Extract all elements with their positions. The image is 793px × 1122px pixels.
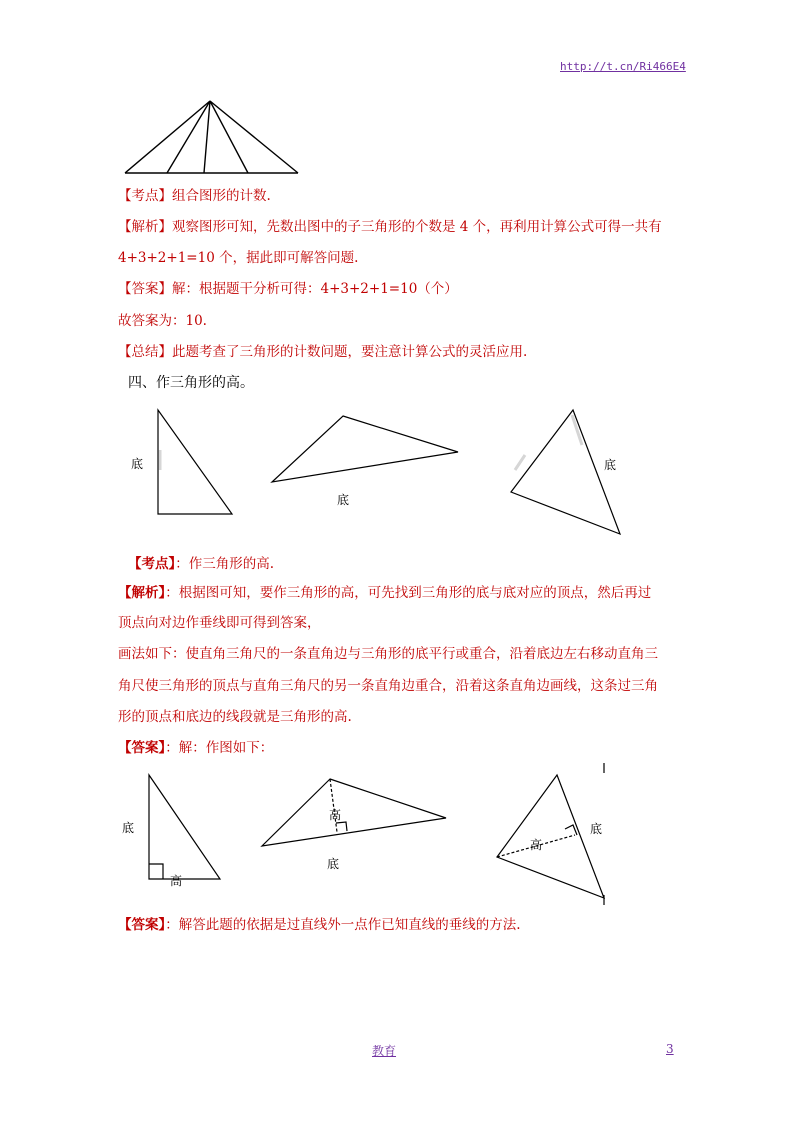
answer-label-height-3: 高 [530, 838, 543, 852]
answer-label-base-2: 底 [327, 857, 340, 871]
answer-line: 故答案为：10. [118, 313, 207, 329]
q4-jiexi-line-2: 顶点向对边作垂线即可得到答案， [118, 615, 321, 631]
right-angle-mark-3 [565, 825, 577, 835]
q4-method-line-2: 角尺使三角形的顶点与直角三角尺的另一条直角边重合，沿着这条直角边画线，这条过三角 [118, 678, 658, 694]
jiexi-text-1: 观察图形可知，先数出图中的子三角形的个数是 4 个，再利用计算公式可得一共有 [172, 219, 662, 235]
q4-jiexi-tag: 【解析】 [118, 585, 166, 601]
final-daan-line [118, 916, 521, 934]
zongjie-text: 此题考查了三角形的计数问题，要注意计算公式的灵活应用. [172, 344, 528, 360]
problem-label-base-3: 底 [604, 458, 617, 472]
section-heading: 四、作三角形的高。 [128, 375, 254, 391]
answer-triangle-2 [262, 779, 446, 846]
problem-triangle-2 [272, 416, 458, 482]
kaodian-line [118, 187, 271, 205]
problem-label-base-1: 底 [131, 457, 144, 471]
q4-jiexi-text-1: ：根据图可知，要作三角形的高，可先找到三角形的底与底对应的顶点，然后再过 [165, 585, 652, 601]
q4-method-line-3: 形的顶点和底边的线段就是三角形的高. [118, 709, 352, 725]
q4-jiexi-line-1 [118, 584, 651, 602]
zongjie-tag: 【总结】 [118, 344, 172, 360]
answer-label-height-1: 高 [170, 874, 183, 888]
jiexi-line-1 [118, 218, 662, 236]
right-angle-mark-1 [149, 864, 163, 879]
answer-triangle-1 [149, 775, 220, 879]
jiexi-line-2: 4+3+2+1=10 个，据此即可解答问题. [118, 250, 359, 266]
footer-link[interactable]: 教育 [372, 1044, 397, 1058]
daan-text: 解：根据题干分析可得：4+3+2+1=10（个） [172, 281, 458, 297]
zongjie-line [118, 343, 527, 361]
q4-daan-line [118, 739, 273, 757]
q4-daan-tag: 【答案】 [118, 740, 166, 756]
q4-kaodian-line [128, 555, 274, 573]
q4-kaodian-text: ：作三角形的高. [175, 556, 275, 572]
problem-label-base-2: 底 [337, 493, 350, 507]
answer-label-base-3: 底 [590, 822, 603, 836]
jiexi-tag: 【解析】 [118, 219, 172, 235]
kaodian-text: 组合图形的计数. [172, 188, 271, 204]
final-daan-text: ：解答此题的依据是过直线外一点作已知直线的垂线的方法. [165, 917, 521, 933]
answer-label-height-2: 高 [329, 808, 342, 822]
problem-triangle-1 [158, 410, 232, 514]
answer-triangle-3 [497, 775, 604, 898]
header-link[interactable]: http://t.cn/Ri466E4 [560, 60, 686, 73]
q4-method-line-1: 画法如下：使直角三角尺的一条直角边与三角形的底平行或重合，沿着底边左右移动直角三 [118, 646, 658, 662]
answer-label-base-1: 底 [122, 821, 135, 835]
final-daan-tag: 【答案】 [118, 917, 166, 933]
right-angle-mark-2 [336, 822, 347, 831]
daan-line [118, 280, 458, 298]
kaodian-tag: 【考点】 [118, 188, 172, 204]
daan-tag: 【答案】 [118, 281, 172, 297]
q4-daan-text: ：解：作图如下： [165, 740, 274, 756]
q4-kaodian-tag: 【考点】 [128, 556, 176, 572]
page-number: 3 [666, 1042, 674, 1056]
